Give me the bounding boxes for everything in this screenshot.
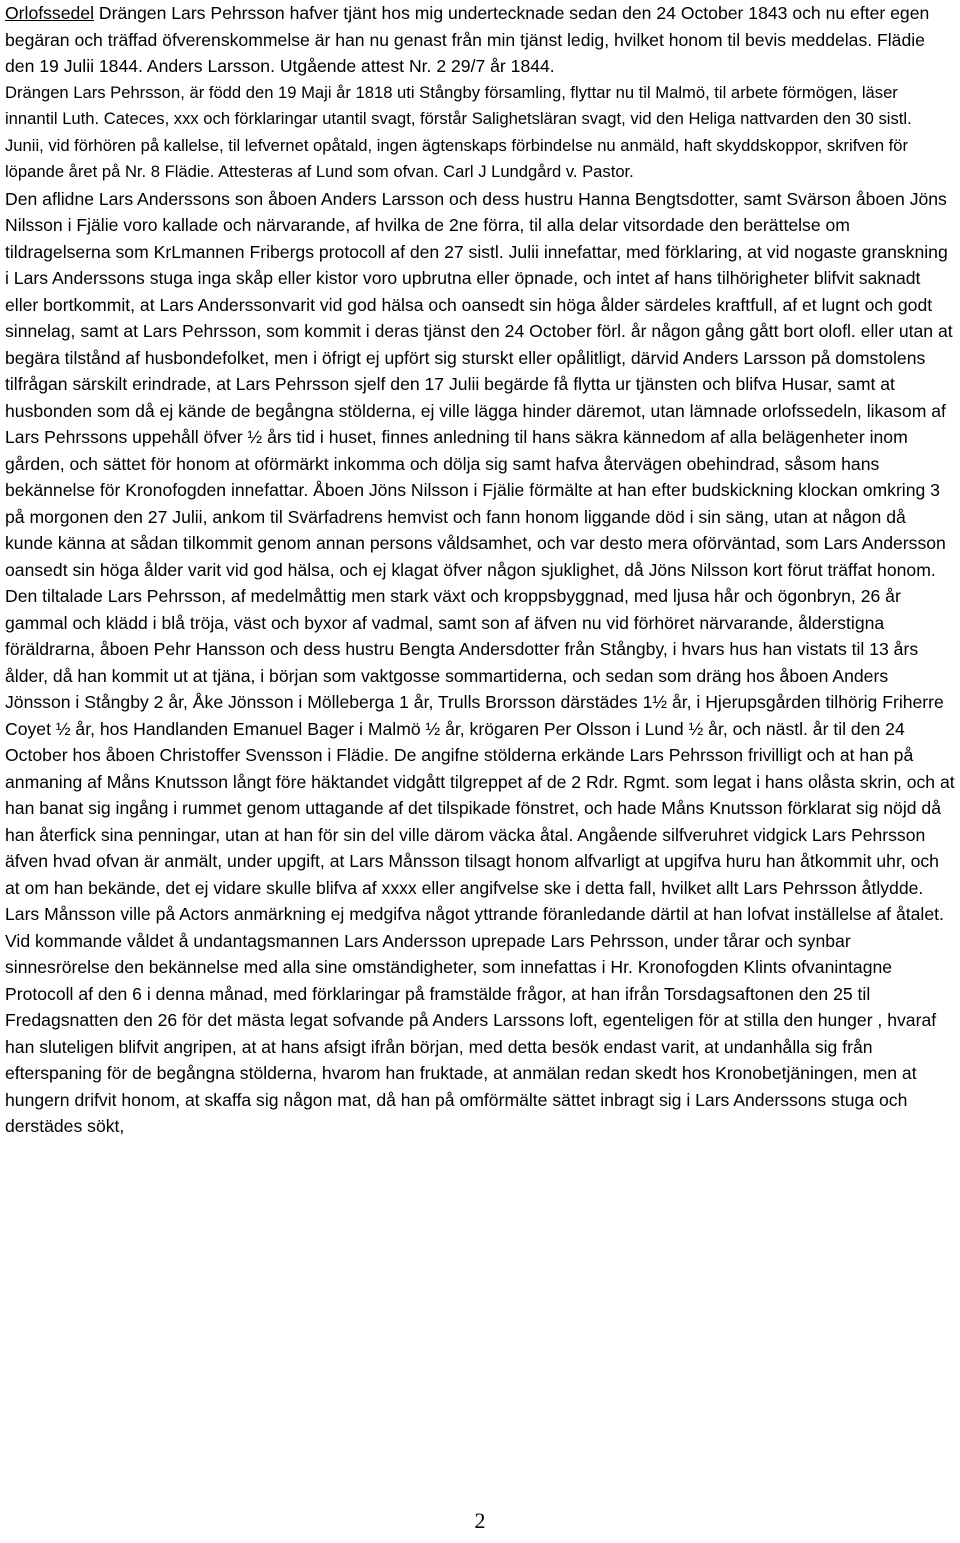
paragraph-orlofssedel bbox=[5, 0, 955, 80]
paragraph-witnesses bbox=[5, 186, 955, 584]
paragraph-text: Drängen Lars Pehrsson hafver tjänt hos mig undertecknade sedan den 24 October 1843 och nu efter egen begäran och träffad öfverenskommelse är han nu genast från min tjänst ledig, hvilket honom til bevis meddelas. Flädie den 19 Julii 1844. Anders Larsson. Utgående attest Nr. 2 29/7 år 1844. bbox=[5, 3, 930, 76]
paragraph-text: Den tiltalade Lars Pehrsson, af medelmåttig men stark växt och kroppsbyggnad, med ljusa hår och ögonbryn, 26 år gammal och klädd i blå tröja, väst och byxor af vadmal, samt son af äfven nu vid förhöret närvarande, ålderstigna föräldrarna, åboen Pehr Hansson och dess hustru Bengta Andersdotter från Stångby, i hvars hus han vistats til 13 års ålder, då han kommit ut at tjäna, i början som vaktgosse sommartiderna, och sedan som dräng hos åboen Anders Jönsson i Stångby 2 år, Åke Jönsson i Mölleberga 1 år, Trulls Brorsson därstädes 1½ år, i Hjerupsgården tilhörig Friherre Coyet ½ år, hos Handlanden Emanuel Bager i Malmö ½ år, krögaren Per Olsson i Lund ½ år, och nästl. år til den 24 October hos åboen Christoffer Svensson i Flädie. De angifne stölderna erkände Lars Pehrsson frivilligt och at han på anmaning af Måns Knutsson långt före häktandet vidgått tilgreppet af de 2 Rdr. Rgmt. som legat i hans olåsta skrin, och at han banat sig ingång i rummet genom uttagande af det tilspikade fönstret, och hade Måns Knutsson förklarat sig nöjd då han återfick sina penningar, utan at han för sin del ville därom väcka åtal. Angående silfveruhret vidgick Lars Pehrsson äfven hvad ofvan är anmält, under upgift, at Lars Månsson tilsagt honom alfvarligt at upgifva huru han åtkommit uhr, och at om han bekände, det ej vidare skulle blifva af xxxx eller angifvelse ske i detta fall, hvilket allt Lars Pehrsson åtlydde. Lars Månsson ville på Actors anmärkning ej medgifva något yttrande föranledande därtil at han lofvat inställelse af åtalet. Vid kommande våldet å undantagsmannen Lars Andersson uprepade Lars Pehrsson, under tårar och synbar sinnesrörelse den bekännelse med alla sine omständigheter, som innefattas i Hr. Kronofogden Klints ofvanintagne Protocoll af den 6 i denna månad, med förklaringar på framstälde frågor, at han ifrån Torsdagsaftonen den 25 til Fredagsnatten den 26 för det mästa legat sofvande på Anders Larssons loft, egenteligen för at stilla den hunger , hvaraf han sluteligen blifvit angripen, at at hans afsigt ifrån början, med detta besök endast varit, at undanhålla sig från efterspaning för de begångna stölderna, hvarom han fruktade, at anmälan redan skedt hos Kronobetjäningen, men at hungern drifvit honom, at skaffa sig någon mat, då han på omförmälte sättet inbragt sig i Lars Anderssons stuga och derstädes sökt, bbox=[5, 586, 955, 1136]
document-page bbox=[5, 0, 955, 1140]
paragraph-attest bbox=[5, 80, 955, 186]
paragraph-accused bbox=[5, 583, 955, 1140]
section-heading: Orlofssedel bbox=[5, 3, 94, 23]
paragraph-text: Den aflidne Lars Anderssons son åboen Anders Larsson och dess hustru Hanna Bengtsdotter, samt Svärson åboen Jöns Nilsson i Fjälie voro kallade och närvarande, af hvilka de 2ne förra, til alla delar vitsordade den berättelse om tildragelserna som KrLmannen Fribergs protocoll af den 27 sistl. Julii innefattar, med förklaring, at vid nogaste granskning i Lars Anderssons stuga inga skåp eller kistor voro upbrutna eller öpnade, och intet af hans tilhörigheter blifvit saknadt eller bortkommit, at Lars Anderssonvarit vid god hälsa och oansedt sin höga ålder särdeles kraftfull, af et lugnt och godt sinnelag, samt at Lars Pehrsson, som kommit i deras tjänst den 24 October förl. år någon gång gått bort olofl. eller utan at begära tilstånd af husbondefolket, men i öfrigt ej upfört sig sturskt eller opålitligt, därvid Anders Larsson på domstolens tilfrågan särskilt erindrade, at Lars Pehrsson sjelf den 17 Julii begärde få flytta ur tjänsten och blifva Husar, samt at husbonden som då ej kände de begångna stölderna, ej ville lägga hinder däremot, utan lämnade orlofssedeln, likasom af Lars Pehrssons uppehåll öfver ½ års tid i huset, finnes anledning til hans säkra kännedom af alla belägenheter inom gården, och sättet för honom at oförmärkt inkomma och dölja sig samt hafva återvägen obehindrad, såsom hans bekännelse för Kronofogden innefattar. Åboen Jöns Nilsson i Fjälie förmälte at han efter budskickning klockan omkring 3 på morgonen den 27 Julii, ankom til Svärfadrens hemvist och fann honom liggande död i sin säng, utan at någon då kunde känna at sådan tilkommit genom annan persons våldsamhet, och var desto mera oförväntad, som Lars Andersson oansedt sin höga ålder varit vid god hälsa, och ej klagat öfver någon sjuklighet, då Jöns Nilsson kort förut träffat honom. bbox=[5, 188, 953, 580]
page-number: 2 bbox=[474, 1508, 486, 1533]
paragraph-text: Drängen Lars Pehrsson, är född den 19 Maji år 1818 uti Stångby församling, flyttar nu til Malmö, til arbete förmögen, läser innantil Luth. Cateces, xxx och förklaringar utantil svagt, förstår Salighetsläran svagt, vid den Heliga nattvarden den 30 sistl. Junii, vid förhören på kallelse, til lefvernet opåtald, ingen ägtenskaps förbindelse nu anmäld, haft skyddskoppor, skrifven för löpande året på Nr. 8 Flädie. Attesteras af Lund som ofvan. Carl J Lundgård v. Pastor. bbox=[5, 82, 912, 181]
